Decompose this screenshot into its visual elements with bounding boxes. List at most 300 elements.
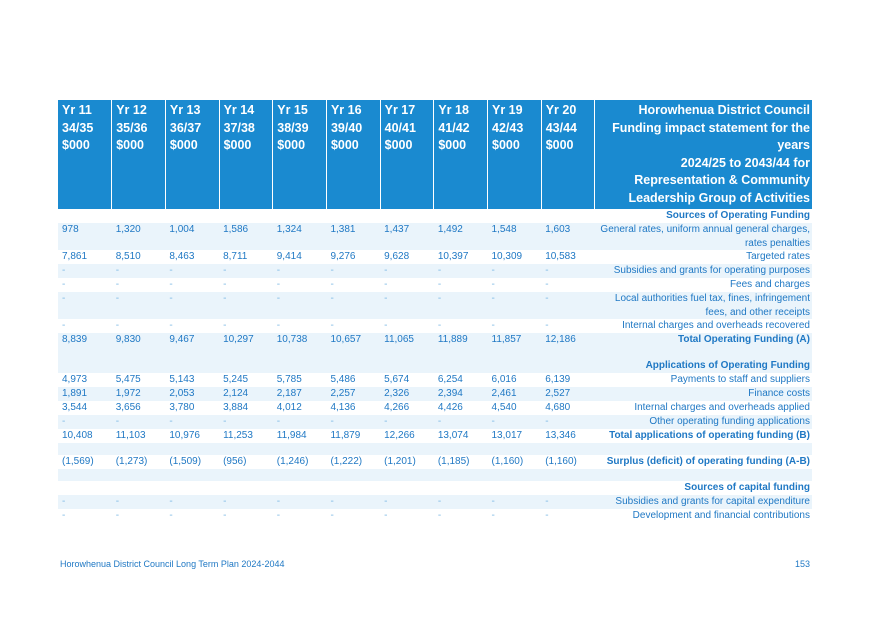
value-cell xyxy=(219,347,273,359)
value-cell: - xyxy=(330,320,334,331)
value-cell: - xyxy=(541,415,595,429)
value-cell: - xyxy=(273,292,327,319)
value-cell: 1,381 xyxy=(326,223,380,250)
value-cell xyxy=(434,359,488,373)
year-column-header xyxy=(165,100,219,209)
year-header-yr: Yr 13 xyxy=(169,103,201,117)
row-label: Fees and charges xyxy=(729,279,810,290)
value-cell xyxy=(165,443,219,455)
year-header-unit: $000 xyxy=(116,138,144,152)
value-cell xyxy=(488,469,542,481)
value-cell xyxy=(58,443,112,455)
year-header-unit: $000 xyxy=(277,138,306,152)
value-cell: 2,394 xyxy=(434,387,488,401)
value-cell: 2,326 xyxy=(380,387,434,401)
row-label xyxy=(595,347,812,359)
value-cell: - xyxy=(330,510,334,521)
value-cell: - xyxy=(326,495,380,509)
value-cell xyxy=(380,347,434,359)
value-cell: - xyxy=(437,320,442,331)
value-cell: - xyxy=(384,279,388,290)
value-cell xyxy=(112,469,166,481)
value-cell: (1,509) xyxy=(169,456,202,467)
value-cell: (1,185) xyxy=(437,456,470,467)
section-heading-row xyxy=(58,481,812,495)
value-cell: - xyxy=(545,510,549,521)
value-cell: - xyxy=(541,495,595,509)
value-cell: (1,160) xyxy=(491,456,524,467)
year-header-yr: Yr 12 xyxy=(116,103,147,117)
year-header-yr: Yr 20 xyxy=(545,103,577,117)
value-cell: 1,004 xyxy=(165,223,219,250)
row-label xyxy=(595,443,812,455)
year-header-unit: $000 xyxy=(492,138,520,152)
value-cell: - xyxy=(434,292,488,319)
value-cell: - xyxy=(380,264,434,278)
value-cell xyxy=(58,359,112,373)
value-cell: 1,320 xyxy=(112,223,166,250)
value-cell: - xyxy=(437,510,442,521)
value-cell xyxy=(380,469,434,481)
value-cell: 1,437 xyxy=(380,223,434,250)
value-cell: - xyxy=(112,495,166,509)
table-row xyxy=(58,509,812,523)
value-cell xyxy=(165,481,219,495)
value-cell xyxy=(380,359,434,373)
value-cell xyxy=(541,209,595,223)
value-cell: - xyxy=(541,292,595,319)
value-cell: 1,492 xyxy=(434,223,488,250)
value-cell: 3,780 xyxy=(169,402,195,413)
row-label: General rates, uniform annual general charges, rates penalties xyxy=(595,223,812,250)
value-cell: 4,012 xyxy=(276,402,302,413)
year-header-period: 43/44 xyxy=(545,120,577,135)
value-cell xyxy=(219,469,273,481)
value-cell: - xyxy=(273,495,327,509)
value-cell: - xyxy=(165,415,219,429)
section-heading-row xyxy=(58,209,812,223)
value-cell: 10,738 xyxy=(273,333,327,347)
value-cell xyxy=(326,209,380,223)
row-label: Other operating funding applications xyxy=(595,415,812,429)
value-cell: 6,139 xyxy=(545,374,571,385)
row-label: Local authorities fuel tax, fines, infringement fees, and other receipts xyxy=(595,292,812,319)
value-cell: - xyxy=(326,264,380,278)
year-header-yr: Yr 16 xyxy=(330,103,362,117)
value-cell: 13,017 xyxy=(491,430,523,441)
value-cell: - xyxy=(219,264,273,278)
value-cell: 9,276 xyxy=(330,251,356,262)
value-cell: 5,486 xyxy=(330,374,356,385)
value-cell: 9,467 xyxy=(165,333,219,347)
value-cell: - xyxy=(58,264,112,278)
row-label: Finance costs xyxy=(595,387,812,401)
value-cell: - xyxy=(62,320,66,331)
value-cell xyxy=(112,209,166,223)
value-cell: 10,309 xyxy=(491,251,523,262)
year-header-period: 39/40 xyxy=(330,120,363,135)
value-cell: 3,544 xyxy=(62,402,88,413)
value-cell xyxy=(434,481,488,495)
value-cell xyxy=(219,209,273,223)
year-header-yr: Yr 17 xyxy=(384,103,416,117)
value-cell xyxy=(541,481,595,495)
value-cell: - xyxy=(434,264,488,278)
value-cell xyxy=(273,347,327,359)
year-header-unit: $000 xyxy=(330,138,359,152)
value-cell: - xyxy=(219,495,273,509)
table-header xyxy=(58,100,812,209)
table-row xyxy=(58,278,812,292)
year-header-unit: $000 xyxy=(438,138,467,152)
year-column-header xyxy=(58,100,112,209)
table-body xyxy=(58,209,812,523)
value-cell: 5,245 xyxy=(223,374,249,385)
spacer-row xyxy=(58,347,812,359)
year-header-unit: $000 xyxy=(545,138,574,152)
statement-title-line: 2024/25 to 2043/44 for xyxy=(680,155,810,170)
value-cell: 9,628 xyxy=(384,251,410,262)
value-cell: - xyxy=(326,415,380,429)
value-cell xyxy=(112,359,166,373)
year-header-period: 38/39 xyxy=(277,120,309,135)
row-label: Surplus (deficit) of operating funding (A-B) xyxy=(606,456,810,467)
value-cell xyxy=(58,469,112,481)
value-cell: - xyxy=(115,320,120,331)
value-cell xyxy=(112,443,166,455)
value-cell: - xyxy=(380,292,434,319)
value-cell: - xyxy=(169,320,173,331)
table-row xyxy=(58,415,812,429)
row-label: Sources of Operating Funding xyxy=(666,210,810,221)
value-cell: - xyxy=(380,415,434,429)
value-cell: - xyxy=(223,279,227,290)
value-cell: 11,253 xyxy=(223,430,253,441)
value-cell xyxy=(434,443,488,455)
value-cell: 3,656 xyxy=(115,402,141,413)
row-label: Applications of Operating Funding xyxy=(595,359,812,373)
value-cell: - xyxy=(115,279,120,290)
value-cell: - xyxy=(326,292,380,319)
value-cell xyxy=(380,443,434,455)
row-label: Development and financial contributions xyxy=(632,510,810,521)
value-cell: - xyxy=(62,510,66,521)
value-cell xyxy=(58,209,112,223)
value-cell: 5,143 xyxy=(169,374,195,385)
value-cell xyxy=(58,347,112,359)
row-label: Payments to staff and suppliers xyxy=(670,374,810,385)
value-cell: - xyxy=(545,279,549,290)
value-cell: 9,414 xyxy=(276,251,302,262)
year-header-period: 35/36 xyxy=(116,120,148,135)
value-cell: - xyxy=(488,292,542,319)
year-column-header xyxy=(541,100,595,209)
value-cell: - xyxy=(115,510,120,521)
value-cell: 10,976 xyxy=(169,430,200,441)
value-cell: 1,324 xyxy=(273,223,327,250)
value-cell: 4,266 xyxy=(384,402,410,413)
row-label: Subsidies and grants for capital expenditure xyxy=(595,495,812,509)
value-cell: 8,839 xyxy=(58,333,112,347)
value-cell: 2,527 xyxy=(541,387,595,401)
value-cell: - xyxy=(276,510,281,521)
value-cell: 4,973 xyxy=(62,374,88,385)
value-cell: - xyxy=(488,264,542,278)
table-row xyxy=(58,223,812,250)
statement-title-line: Leadership Group of Activities xyxy=(628,190,810,205)
year-header-yr: Yr 19 xyxy=(492,103,523,117)
value-cell: 2,124 xyxy=(219,387,273,401)
value-cell xyxy=(219,359,273,373)
value-cell xyxy=(434,347,488,359)
value-cell xyxy=(380,209,434,223)
value-cell: 11,065 xyxy=(380,333,434,347)
table-row xyxy=(58,319,812,333)
year-column-header xyxy=(112,100,166,209)
value-cell: 1,972 xyxy=(112,387,166,401)
year-header-unit: $000 xyxy=(223,138,252,152)
value-cell: 9,830 xyxy=(112,333,166,347)
value-cell: 4,136 xyxy=(330,402,356,413)
year-column-header xyxy=(380,100,434,209)
year-header-period: 42/43 xyxy=(492,120,524,135)
value-cell: 1,548 xyxy=(488,223,542,250)
row-label: Total applications of operating funding (B) xyxy=(609,430,810,441)
value-cell: 4,426 xyxy=(437,402,463,413)
total-row xyxy=(58,333,812,347)
value-cell: 2,461 xyxy=(488,387,542,401)
value-cell xyxy=(541,443,595,455)
value-cell: - xyxy=(58,292,112,319)
value-cell: 4,540 xyxy=(491,402,517,413)
row-label: Sources of capital funding xyxy=(684,482,810,493)
value-cell: - xyxy=(380,495,434,509)
value-cell: - xyxy=(491,510,495,521)
value-cell: (956) xyxy=(223,456,247,467)
value-cell xyxy=(58,481,112,495)
value-cell: 11,103 xyxy=(115,430,146,441)
value-cell: - xyxy=(273,264,327,278)
year-header-period: 41/42 xyxy=(438,120,470,135)
value-cell: - xyxy=(545,320,549,331)
value-cell: (1,222) xyxy=(330,456,363,467)
value-cell: - xyxy=(276,320,281,331)
value-cell: 1,586 xyxy=(219,223,273,250)
value-cell: - xyxy=(276,279,281,290)
value-cell: 3,884 xyxy=(223,402,249,413)
value-cell: 6,016 xyxy=(491,374,517,385)
value-cell: - xyxy=(541,264,595,278)
value-cell: - xyxy=(219,415,273,429)
value-cell xyxy=(488,347,542,359)
year-header-unit: $000 xyxy=(62,138,90,152)
value-cell: 7,861 xyxy=(62,251,88,262)
value-cell xyxy=(326,359,380,373)
row-label: Internal charges and overheads applied xyxy=(634,402,810,413)
statement-title-line: Representation & Community xyxy=(634,173,810,187)
row-label: Total Operating Funding (A) xyxy=(595,333,812,347)
value-cell: - xyxy=(223,320,227,331)
value-cell xyxy=(326,443,380,455)
value-cell: 10,408 xyxy=(62,430,93,441)
value-cell: 8,463 xyxy=(169,251,195,262)
value-cell: - xyxy=(223,510,227,521)
table-row xyxy=(58,292,812,319)
value-cell: (1,569) xyxy=(62,456,94,467)
value-cell xyxy=(488,443,542,455)
year-header-unit: $000 xyxy=(384,138,413,152)
value-cell: 12,266 xyxy=(384,430,415,441)
value-cell xyxy=(273,443,327,455)
value-cell: - xyxy=(488,495,542,509)
table-row xyxy=(58,387,812,401)
row-label: Internal charges and overheads recovered xyxy=(622,320,810,331)
value-cell: - xyxy=(384,320,388,331)
value-cell xyxy=(326,469,380,481)
year-header-period: 34/35 xyxy=(62,120,94,135)
value-cell: - xyxy=(169,279,173,290)
value-cell xyxy=(326,347,380,359)
value-cell: - xyxy=(273,415,327,429)
value-cell: (1,201) xyxy=(384,456,416,467)
spacer-row xyxy=(58,443,812,455)
total-row xyxy=(58,429,812,443)
value-cell: 8,510 xyxy=(115,251,141,262)
row-label: Targeted rates xyxy=(746,251,810,262)
year-header-yr: Yr 11 xyxy=(62,103,92,117)
value-cell: - xyxy=(165,264,219,278)
value-cell: 10,397 xyxy=(437,251,469,262)
value-cell: 2,257 xyxy=(326,387,380,401)
value-cell xyxy=(326,481,380,495)
value-cell: - xyxy=(488,415,542,429)
value-cell: 10,657 xyxy=(326,333,380,347)
year-header-period: 36/37 xyxy=(169,120,202,135)
value-cell: 12,186 xyxy=(541,333,595,347)
value-cell: - xyxy=(330,279,334,290)
value-cell xyxy=(165,347,219,359)
total-row xyxy=(58,455,812,469)
value-cell: 1,891 xyxy=(58,387,112,401)
value-cell xyxy=(488,359,542,373)
value-cell: - xyxy=(491,320,495,331)
value-cell: - xyxy=(169,510,173,521)
spacer-row xyxy=(58,469,812,481)
funding-impact-table xyxy=(58,100,812,523)
statement-title-line: Funding impact statement for the years xyxy=(612,120,810,152)
statement-title xyxy=(595,100,812,209)
year-header-period: 40/41 xyxy=(384,120,416,135)
value-cell xyxy=(434,209,488,223)
value-cell: 2,053 xyxy=(165,387,219,401)
footer-page-number: 153 xyxy=(794,559,810,569)
value-cell xyxy=(219,443,273,455)
footer-document-title: Horowhenua District Council Long Term Plan 2024-2044 xyxy=(60,559,285,569)
value-cell xyxy=(541,359,595,373)
year-column-header xyxy=(326,100,380,209)
value-cell: 10,583 xyxy=(545,251,576,262)
value-cell: 2,187 xyxy=(273,387,327,401)
value-cell: - xyxy=(219,292,273,319)
value-cell: 11,889 xyxy=(434,333,488,347)
value-cell: 1,603 xyxy=(541,223,595,250)
value-cell: (1,160) xyxy=(545,456,577,467)
value-cell xyxy=(541,469,595,481)
value-cell: - xyxy=(384,510,388,521)
value-cell xyxy=(273,481,327,495)
value-cell: - xyxy=(491,279,495,290)
value-cell: 5,674 xyxy=(384,374,410,385)
statement-title-line: Horowhenua District Council xyxy=(638,103,810,117)
value-cell: 10,297 xyxy=(219,333,273,347)
table-row xyxy=(58,373,812,387)
value-cell: (1,246) xyxy=(276,456,309,467)
value-cell: 5,785 xyxy=(276,374,302,385)
year-header-yr: Yr 14 xyxy=(223,103,255,117)
table-row xyxy=(58,401,812,415)
value-cell xyxy=(165,209,219,223)
value-cell: - xyxy=(112,264,166,278)
value-cell: 6,254 xyxy=(437,374,463,385)
value-cell: 11,984 xyxy=(276,430,307,441)
value-cell: - xyxy=(165,292,219,319)
value-cell xyxy=(488,481,542,495)
value-cell xyxy=(434,469,488,481)
table-row xyxy=(58,495,812,509)
value-cell: 11,857 xyxy=(488,333,542,347)
section-heading-row xyxy=(58,359,812,373)
value-cell xyxy=(273,469,327,481)
value-cell xyxy=(273,359,327,373)
year-header-unit: $000 xyxy=(169,138,198,152)
value-cell: - xyxy=(62,279,66,290)
value-cell xyxy=(112,347,166,359)
value-cell: - xyxy=(165,495,219,509)
value-cell: - xyxy=(58,495,112,509)
value-cell: (1,273) xyxy=(115,456,148,467)
value-cell xyxy=(541,347,595,359)
value-cell: 11,879 xyxy=(330,430,361,441)
value-cell xyxy=(165,359,219,373)
value-cell: 13,346 xyxy=(545,430,576,441)
value-cell xyxy=(112,481,166,495)
value-cell: - xyxy=(58,415,112,429)
row-label xyxy=(595,469,812,481)
value-cell: - xyxy=(112,415,166,429)
year-header-yr: Yr 15 xyxy=(277,103,308,117)
row-label: Subsidies and grants for operating purposes xyxy=(595,264,812,278)
value-cell: 8,711 xyxy=(223,251,248,262)
year-column-header xyxy=(219,100,273,209)
value-cell xyxy=(273,209,327,223)
year-column-header xyxy=(273,100,327,209)
value-cell: - xyxy=(437,279,442,290)
value-cell: 4,680 xyxy=(545,402,571,413)
year-header-yr: Yr 18 xyxy=(438,103,469,117)
year-column-header xyxy=(434,100,488,209)
table-row xyxy=(58,250,812,264)
year-header-period: 37/38 xyxy=(223,120,255,135)
value-cell: - xyxy=(434,415,488,429)
value-cell: 978 xyxy=(58,223,112,250)
value-cell: - xyxy=(434,495,488,509)
value-cell: 5,475 xyxy=(115,374,141,385)
year-column-header xyxy=(488,100,542,209)
value-cell xyxy=(165,469,219,481)
value-cell: - xyxy=(112,292,166,319)
value-cell xyxy=(219,481,273,495)
value-cell: 13,074 xyxy=(437,430,469,441)
